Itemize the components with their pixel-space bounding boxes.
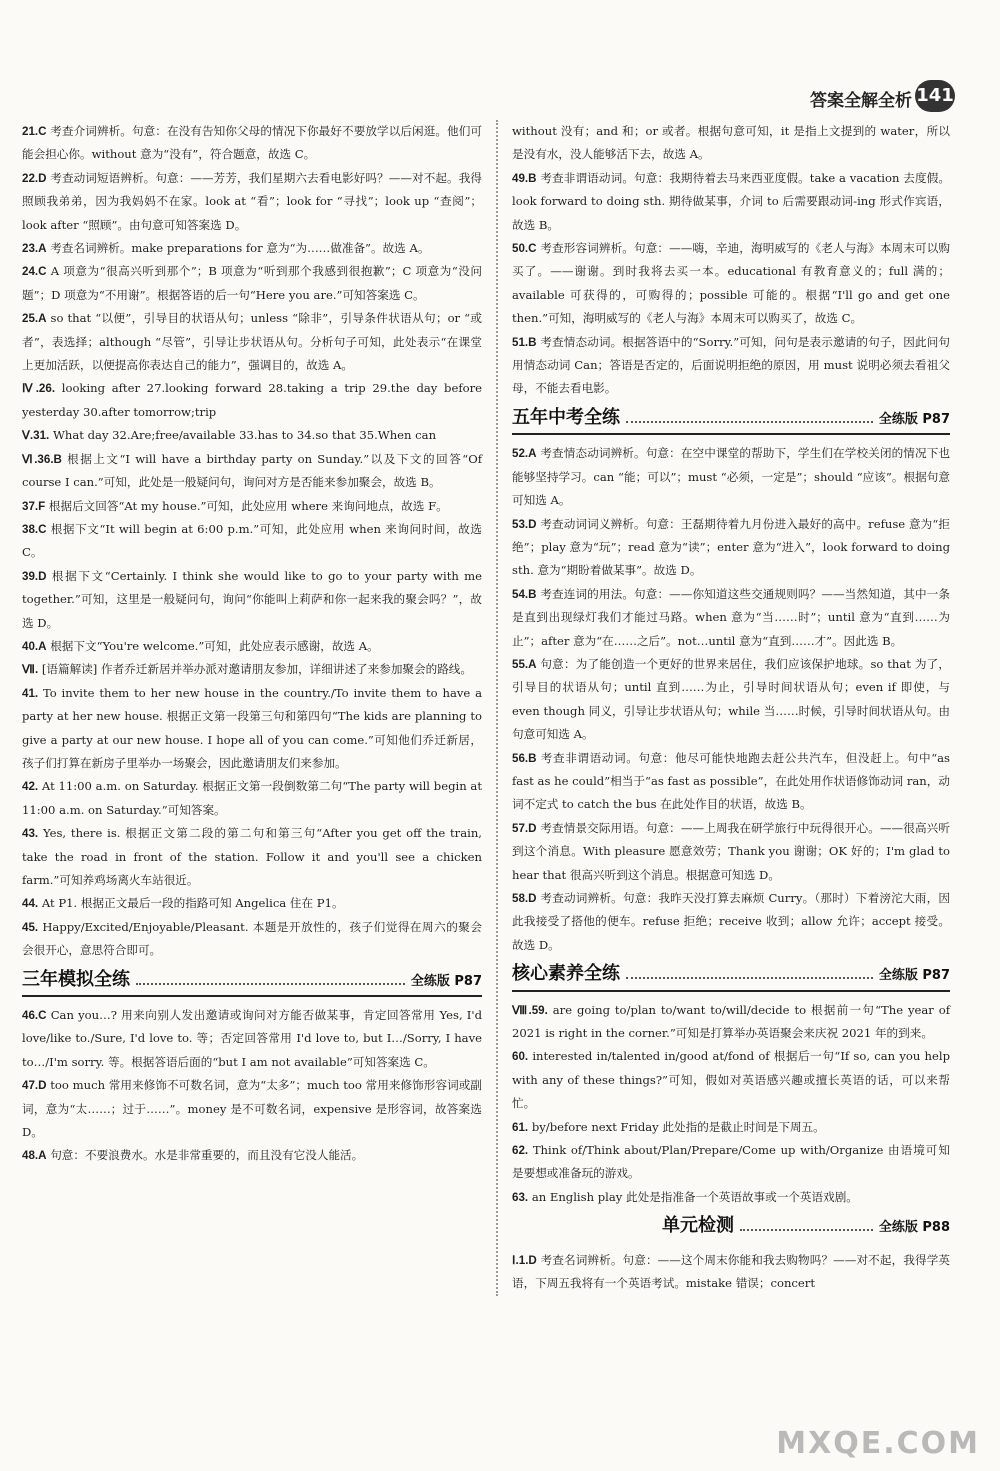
answer-text: 根据下文“It will begin at 6:00 p.m.”可知，此处应用 when 来询问时间，故选 C。 [22, 521, 482, 560]
section-ref: 全练版 P87 [878, 968, 950, 984]
answer-text: are going to/plan to/want to/will/decide to 根据前一句“The year of 2021 is right in the corner.”可知是打算举办英语聚会来庆祝 2021 年的到来。 [512, 1002, 951, 1041]
answer-entry [22, 916, 482, 963]
answer-entry [512, 887, 950, 957]
answer-entry [22, 120, 482, 167]
question-number: 55.A [512, 657, 537, 671]
question-number: Ⅵ.36.B [22, 452, 62, 466]
answer-entry [22, 775, 482, 822]
answer-text: 考查非谓语动词。句意：我期待着去马来西亚度假。take a vacation 去度假。look forward to doing sth. 期待做某事，介词 to 后需要跟动词-ing 形式作宾语，故选 B。 [512, 170, 951, 232]
question-number: 57.D [512, 821, 537, 835]
answer-entry [22, 260, 482, 307]
answer-entry [512, 653, 950, 747]
question-number: 40.A [22, 639, 47, 653]
answer-text: an English play 此处是指准备一个英语故事或一个英语戏剧。 [531, 1189, 858, 1204]
section-header-core [512, 962, 950, 991]
answer-text: Happy/Excited/Enjoyable/Pleasant. 本题是开放性的，孩子们觉得在周六的聚会会很开心，意思符合即可。 [22, 919, 482, 958]
answer-text: 考查名词辨析。make preparations for 意为“为……做准备”。故选 A。 [50, 241, 430, 256]
question-number: Ⅶ. [22, 663, 39, 677]
answer-text: 根据下文“Certainly. I think she would like to go to your party with me together.”可知，这里是一般疑问句，询问“你能叫上莉萨和你一起来我的聚会吗？”，故选 D。 [22, 568, 483, 630]
question-number: 56.B [512, 751, 537, 765]
dotted-leader [626, 409, 873, 423]
question-number: Ⅷ.59. [512, 1003, 548, 1017]
answer-entry [22, 1074, 482, 1144]
question-number: 63. [512, 1190, 529, 1204]
answer-text: 考查动词辨析。句意：我昨天没打算去麻烦 Curry。（那时）下着滂沱大雨，因此我接受了搭他的便车。refuse 拒绝；receive 收到；allow 允许；accept 接受。故选 D。 [512, 891, 950, 952]
answer-entry [22, 424, 482, 447]
answer-text: Yes, there is. 根据正文第二段的第二句和第三句“After you get off the train, take the road in front of the station. Follow it and you'll see a chicken farm.”可知养鸡场离火车站很近。 [22, 826, 482, 887]
watermark: MXQE.COM [776, 1426, 980, 1461]
page-header [0, 0, 1000, 111]
answer-text: What day 32.Are;free/available 33.has to 34.so that 35.When can [52, 428, 437, 443]
answer-entry [512, 1116, 950, 1139]
question-number: 38.C [22, 522, 47, 536]
answer-text: by/before next Friday 此处指的是截止时间是下周五。 [531, 1119, 825, 1134]
answer-text: A 项意为“很高兴听到那个”；B 项意为“听到那个我感到很抱歉”；C 项意为“没问题”；D 项意为“不用谢”。根据答语的后一句“Here you are.”可知答案选 C。 [22, 264, 482, 302]
answer-text: 考查情态动词。根据答语中的“Sorry.”可知，问句是表示邀请的句子，因此问句用情态动词 Can；答语是否定的，后面说明拒绝的原因，用 must 说明必须去看祖父母，不能去看电影。 [512, 334, 951, 396]
answer-text: 考查动词词义辨析。句意：王磊期待着九月份进入最好的高中。refuse 意为“拒绝”；play 意为“玩”；read 意为“读”；enter 意为“进入”，look forward to doing sth. 意为“期盼着做某事”。故选 D。 [512, 516, 951, 578]
answer-entry [22, 448, 482, 495]
answer-entry [22, 495, 482, 518]
answer-text: interested in/talented in/good at/fond of 根据后一句“If so, can you help with any of these things?”可知，假如对英语感兴趣或擅长英语的话，可以来帮忙。 [512, 1049, 950, 1111]
left-column [22, 120, 482, 1168]
question-number: 37.F [22, 499, 46, 513]
question-number: Ⅰ.1.D [512, 1253, 537, 1267]
answer-text: 考查形容词辨析。句意：——嗨，辛迪，海明威写的《老人与海》本周末可以购买了。——谢谢。到时我将去买一本。educational 有教育意义的；full 满的；available 可获得的，可购得的；possible 可能的。根据“I'll go and get one then.”可知，海明威写的《老人与海》本周末可以购买了，故选 C。 [512, 241, 950, 326]
answer-text: 句意：不要浪费水。水是非常重要的，而且没有它没人能活。 [50, 1148, 364, 1163]
dotted-leader [136, 971, 405, 985]
answer-text: [语篇解读] 作者乔迁新居并举办派对邀请朋友参加，详细讲述了来参加聚会的路线。 [41, 662, 472, 677]
answer-entry [22, 682, 482, 776]
question-number: 48.A [22, 1149, 47, 1163]
answer-entry [22, 1144, 482, 1167]
answer-text: 根据下文“You're welcome.”可知，此处应表示感谢，故选 A。 [50, 638, 379, 653]
answer-text: 句意：为了能创造一个更好的世界来居住，我们应该保护地球。so that 为了，引导目的状语从句；until 直到……为止，引导时间状语从句；even if 即使，与 even though 同义，引导让步状语从句；while 当……时候，引导时间状语从句。由句意可知选 A。 [512, 656, 951, 742]
question-number: 45. [22, 920, 39, 934]
section-title: 核心素养全练 [512, 963, 620, 985]
right-column [496, 120, 950, 1296]
answer-entry [22, 518, 482, 565]
header-title: 答案全解全析 [810, 91, 912, 111]
answer-entry [512, 583, 950, 653]
answer-entry [512, 817, 950, 887]
answer-text: 考查情景交际用语。句意：——上周我在研学旅行中玩得很开心。——很高兴听到这个消息。With pleasure 愿意效劳；Thank you 谢谢；OK 好的；I'm glad to hear that 很高兴听到这个消息。根据意可知选 D。 [512, 820, 950, 882]
answer-entry [512, 999, 950, 1046]
question-number: 58.D [512, 892, 537, 905]
answer-text: 考查情态动词辨析。句意：在空中课堂的帮助下，学生们在学校关闭的情况下也能够坚持学习。can “能；可以”；must “必须，一定是”；should “应该”。根据句意可知选 A。 [512, 446, 950, 508]
answer-entry [512, 442, 950, 512]
answer-entry [22, 658, 482, 681]
section-header-unit [512, 1214, 950, 1241]
section-ref: 全练版 P87 [878, 411, 950, 427]
answer-entry [512, 1249, 950, 1296]
answer-entry [22, 635, 482, 658]
question-number: 43. [22, 827, 39, 841]
question-number: 22.D [22, 171, 47, 185]
answer-text: Can you…? 用来向别人发出邀请或询问对方能否做某事，肯定回答常用 Yes, I'd love/like to./Sure, I'd love to. 等；否定回答常用 I'd love to, but I…/Sorry, I have to…/I'm sorry. 等。根据答语后面的“but I am not available”可知答案选 C。 [22, 1008, 482, 1069]
section-title: 三年模拟全练 [22, 968, 130, 990]
question-number: 53.D [512, 517, 537, 531]
question-number: 23.A [22, 242, 47, 256]
answer-text: so that “以便”，引导目的状语从句；unless “除非”，引导条件状语从句；or “或者”，表选择；although “尽管”，引导让步状语从句。分析句子可知，此处表示“在课堂上更加活跃，以便提高你表达自己的能力”，强调目的，故选 A。 [22, 311, 482, 373]
answer-text: looking after 27.looking forward 28.taking a trip 29.the day before yesterday 30.after tomorrow;trip [22, 381, 483, 419]
section-title: 五年中考全练 [512, 406, 620, 428]
answer-text: 考查名词辨析。句意：——这个周末你能和我去购物吗？——对不起，我得学英语，下周五我将有一个英语考试。mistake 错误；concert [512, 1252, 950, 1291]
answer-entry [22, 1004, 482, 1074]
answer-text: without 没有；and 和；or 或者。根据句意可知，it 是指上文提到的 water，所以是没有水，没人能够活下去，故选 A。 [512, 124, 950, 162]
answer-text: At P1. 根据正文最后一段的指路可知 Angelica 住在 P1。 [41, 896, 344, 911]
answer-entry [22, 377, 482, 424]
question-number: 62. [512, 1144, 529, 1158]
answer-entry [512, 1045, 950, 1115]
question-number: 46.C [22, 1009, 47, 1023]
question-number: Ⅴ.31. [22, 429, 50, 443]
question-number: 51.B [512, 335, 537, 349]
dotted-leader [626, 965, 873, 979]
answer-text: Think of/Think about/Plan/Prepare/Come up with/Organize 由语境可知是要想或准备玩的游戏。 [512, 1143, 950, 1181]
section-title: 单元检测 [662, 1215, 734, 1237]
answer-entry [22, 307, 482, 377]
dotted-leader [740, 1217, 873, 1231]
answer-entry [512, 237, 950, 331]
question-number: 61. [512, 1120, 529, 1134]
question-number: 44. [22, 897, 39, 911]
question-number: 49.B [512, 171, 537, 185]
answer-text: At 11:00 a.m. on Saturday. 根据正文第一段倒数第二句“The party will begin at 11:00 a.m. on Saturday.”可知答案。 [22, 779, 482, 817]
answer-entry [22, 565, 482, 635]
question-number: 42. [22, 780, 39, 794]
section-ref: 全练版 P87 [410, 973, 482, 989]
answer-entry [22, 167, 482, 237]
answer-text: To invite them to her new house in the country./To invite them to have a party at her new house. 根据正文第一段第三句和第四句“The kids are planning to give a party at our new house. I hope all of you can come.”可知他们乔迁新居，孩子们打算在新房子里举办一场聚会，因此邀请朋友们来参加。 [22, 685, 482, 770]
answer-text: 考查动词短语辨析。句意：——芳芳，我们星期六去看电影好吗？——对不起。我得照顾我弟弟，因为我妈妈不在家。look at “看”；look for “寻找”；look up “查阅”；look after “照顾”。由句意可知答案选 D。 [22, 170, 482, 232]
answer-text: too much 常用来修饰不可数名词，意为“太多”；much too 常用来修饰形容词或副词，意为“太……；过于……”。money 是不可数名词，expensive 是形容词，故答案选 D。 [22, 1078, 482, 1140]
answer-entry [512, 120, 950, 167]
answer-entry [512, 513, 950, 583]
answer-entry [512, 167, 950, 237]
answer-text: 考查非谓语动词。句意：他尽可能快地跑去赶公共汽车，但没赶上。句中“as fast as he could”相当于“as fast as possible”，在此处用作状语修饰动词 ran，动词不定式 to catch the bus 在此处作目的状语，故选 B。 [512, 750, 950, 812]
section-header-three-year [22, 968, 482, 997]
answer-entry [512, 331, 950, 401]
section-ref: 全练版 P88 [878, 1220, 950, 1236]
question-number: 21.C [22, 125, 47, 138]
question-number: 50.C [512, 242, 537, 256]
question-number: 47.D [22, 1079, 47, 1093]
answer-entry [22, 237, 482, 260]
question-number: 54.B [512, 587, 537, 601]
answer-entry [22, 822, 482, 892]
question-number: 41. [22, 686, 39, 700]
question-number: 24.C [22, 265, 47, 279]
answer-entry [512, 1139, 950, 1186]
answer-text: 根据后文回答“At my house.”可知，此处应用 where 来询问地点，故选 F。 [48, 498, 448, 513]
question-number: 25.A [22, 312, 47, 326]
answer-entry [22, 892, 482, 915]
question-number: 60. [512, 1050, 529, 1064]
answer-text: 考查介词辨析。句意：在没有告知你父母的情况下你最好不要放学以后闲逛。他们可能会担心你。without 意为“没有”，符合题意，故选 C。 [22, 124, 482, 162]
section-header-five-year [512, 406, 950, 435]
answer-text: 根据上文“I will have a birthday party on Sunday.”以及下文的回答“Of course I can.”可知，此处是一般疑问句，询问对方是否能来参加聚会，故选 B。 [22, 451, 483, 490]
question-number: 52.A [512, 447, 537, 461]
answer-entry [512, 1186, 950, 1209]
question-number: 39.D [22, 569, 47, 583]
answer-entry [512, 747, 950, 817]
answer-text: 考查连词的用法。句意：——你知道这些交通规则吗？——当然知道，其中一条是直到出现绿灯我们才能过马路。when 意为“当……时”；until 意为“直到……为止”；after 意为“在……之后”。not…until 意为“直到……才”。因此选 B。 [512, 586, 950, 648]
page-number-badge: 141 [915, 80, 955, 112]
question-number: Ⅳ.26. [22, 382, 56, 396]
